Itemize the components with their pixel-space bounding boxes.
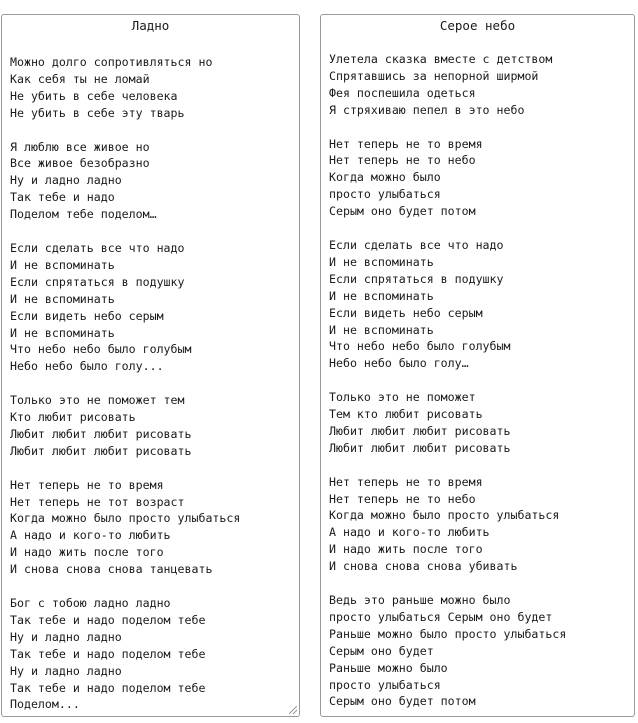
left-panel-title: Ладно bbox=[131, 18, 170, 33]
right-text-panel[interactable] bbox=[320, 14, 635, 717]
resize-grip-icon[interactable] bbox=[289, 706, 297, 714]
left-text-panel[interactable] bbox=[1, 14, 300, 717]
right-panel-text[interactable]: Улетела сказка вместе с детством Спрятавшись за непорной ширмой Фея поспешила одеться Я стряхиваю пепел в это небо Нет теперь не то время Нет теперь не то небо Когда можно было просто улыбаться Серым оно будет потом Если сделать все что надо И не вспоминать Если спрятаться в подушку И не вспоминать Если видеть небо серым И не вспоминать Что небо небо было голубым Небо небо было голу… Только это не поможет Тем кто любит рисовать Любит любит любит рисовать Любит любит любит рисовать Нет теперь не то время Нет теперь не то небо Когда можно было просто улыбаться А надо и кого-то любить И надо жить после того И снова снова снова убивать Ведь это раньше можно было просто улыбаться Серым оно будет Раньше можно было просто улыбаться Серым оно будет Раньше можно было просто улыбаться Серым оно будет потом bbox=[329, 52, 567, 709]
right-panel-title: Серое небо bbox=[439, 18, 516, 33]
left-panel-text[interactable]: Можно долго сопротивляться но Как себя ты не ломай Не убить в себе человека Не убить в себе эту тварь Я люблю все живое но Все живое безобразно Ну и ладно ладно Так тебе и надо Поделом тебе поделом… Если сделать все что надо И не вспоминать Если спрятаться в подушку И не вспоминать Если видеть небо серым И не вспоминать Что небо небо было голубым Небо небо было голу... Только это не поможет тем Кто любит рисовать Любит любит любит рисовать Любит любит любит рисовать Нет теперь не то время Нет теперь не тот возраст Когда можно было просто улыбаться А надо и кого-то любить И надо жить после того И снова снова снова танцевать Бог с тобою ладно ладно Так тебе и надо поделом тебе Ну и ладно ладно Так тебе и надо поделом тебе Ну и ладно ладно Так тебе и надо поделом тебе Поделом... bbox=[10, 55, 241, 712]
